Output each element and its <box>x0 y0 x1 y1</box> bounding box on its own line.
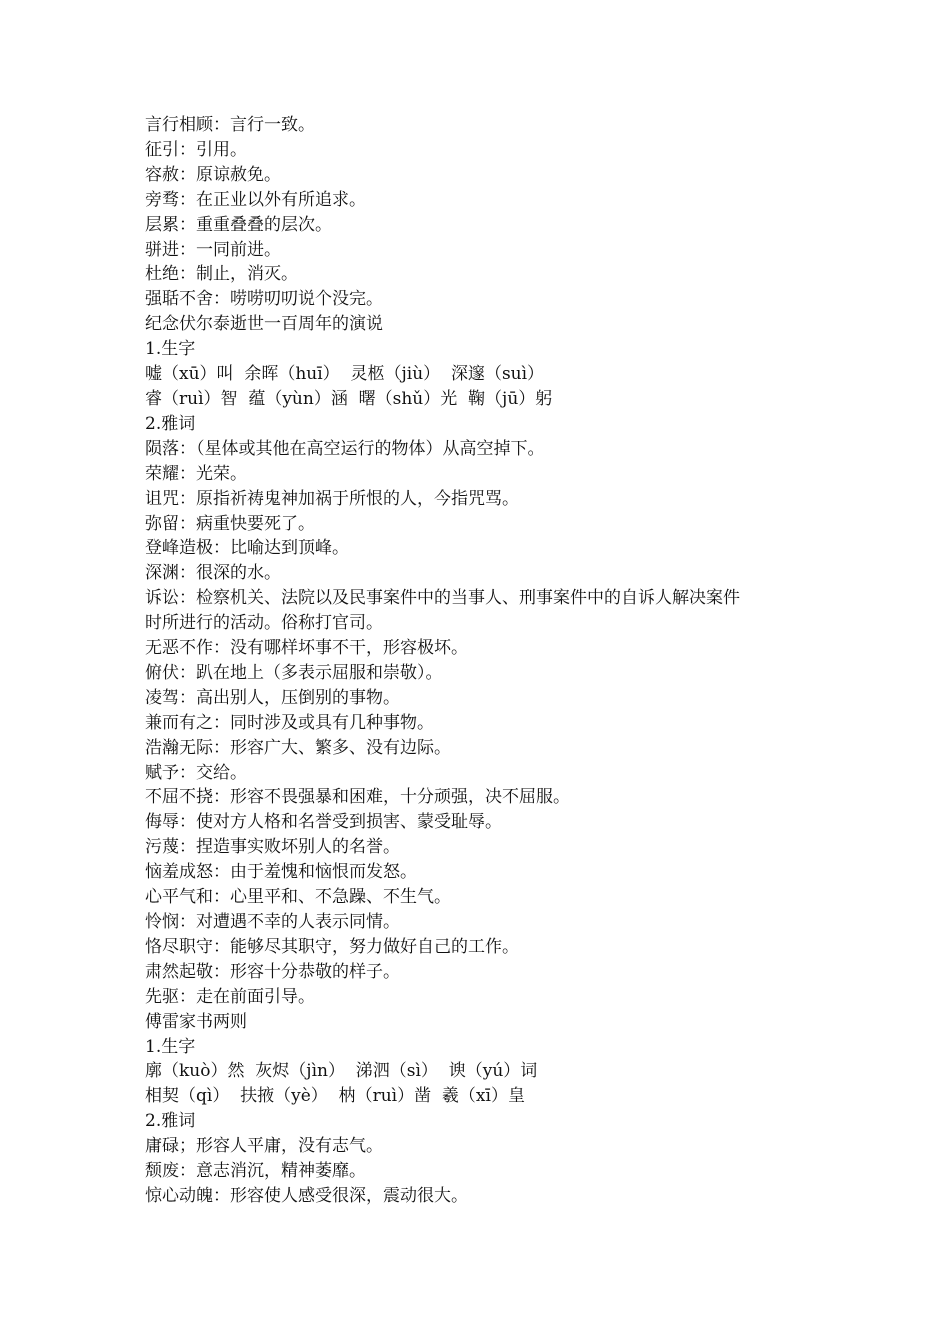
text-line: 深渊：很深的水。 <box>145 563 281 584</box>
text-line: 心平气和：心里平和、不急躁、不生气。 <box>145 887 451 908</box>
text-line: 不屈不挠：形容不畏强暴和困难，十分顽强，决不屈服。 <box>145 787 570 808</box>
text-line: 庸碌；形容人平庸，没有志气。 <box>145 1136 383 1157</box>
text-line: 言行相顾：言行一致。 <box>145 115 315 135</box>
text-line: 侮辱：使对方人格和名誉受到损害、蒙受耻辱。 <box>145 812 502 833</box>
text-line: 嘘（xū）叫 余晖（huī） 灵柩（jiù） 深邃（suì） <box>145 364 545 385</box>
text-line: 旁骛：在正业以外有所追求。 <box>145 189 366 210</box>
text-line: 强聒不舍：唠唠叨叨说个没完。 <box>145 289 383 310</box>
text-line: 骈进：一同前进。 <box>145 239 281 260</box>
text-line: 廓（kuò）然 灰烬（jìn） 涕泗（sì） 谀（yú）词 <box>145 1061 538 1082</box>
text-line: 无恶不作：没有哪样坏事不干，形容极坏。 <box>145 638 468 659</box>
text-line: 赋予：交给。 <box>145 762 247 783</box>
text-line: 怜悯：对遭遇不幸的人表示同情。 <box>145 912 400 932</box>
text-line: 恼羞成怒：由于羞愧和恼恨而发怒。 <box>145 862 417 883</box>
text-line: 浩瀚无际：形容广大、繁多、没有边际。 <box>145 737 451 758</box>
text-line: 征引：引用。 <box>145 139 247 160</box>
text-line: 登峰造极：比喻达到顶峰。 <box>145 538 349 559</box>
text-line: 凌驾：高出别人，压倒别的事物。 <box>145 687 400 708</box>
text-line: 荣耀：光荣。 <box>145 463 247 484</box>
text-line: 肃然起敬：形容十分恭敬的样子。 <box>145 961 400 982</box>
text-line: 俯伏：趴在地上（多表示屈服和崇敬）。 <box>145 662 443 683</box>
text-line: 相契（qì） 扶掖（yè） 枘（ruì）凿 羲（xī）皇 <box>145 1086 525 1107</box>
section-title: 纪念伏尔泰逝世一百周年的演说 <box>145 314 383 335</box>
subsection-heading: 1.生字 <box>145 339 196 360</box>
section-title: 傅雷家书两则 <box>145 1011 247 1032</box>
text-line: 兼而有之：同时涉及或具有几种事物。 <box>145 712 434 733</box>
text-line: 诉讼：检察机关、法院以及民事案件中的当事人、刑事案件中的自诉人解决案件 <box>145 588 740 609</box>
subsection-heading: 1.生字 <box>145 1036 196 1057</box>
text-line: 时所进行的活动。俗称打官司。 <box>145 613 383 634</box>
text-line: 污蔑：捏造事实败坏别人的名誉。 <box>145 837 400 858</box>
text-line: 颓废：意志消沉，精神萎靡。 <box>145 1161 366 1182</box>
text-line: 惊心动魄：形容使人感受很深，震动很大。 <box>145 1185 468 1206</box>
subsection-heading: 2.雅词 <box>145 1111 196 1132</box>
text-line: 层累：重重叠叠的层次。 <box>145 214 332 235</box>
document-body <box>145 113 825 1209</box>
text-line: 弥留：病重快要死了。 <box>145 513 315 534</box>
text-line: 陨落：（星体或其他在高空运行的物体）从高空掉下。 <box>145 438 545 459</box>
subsection-heading: 2.雅词 <box>145 413 196 434</box>
text-line: 容赦：原谅赦免。 <box>145 164 281 185</box>
text-line: 杜绝：制止，消灭。 <box>145 264 298 285</box>
text-line: 诅咒：原指祈祷鬼神加祸于所恨的人，今指咒骂。 <box>145 488 519 509</box>
text-line: 恪尽职守：能够尽其职守，努力做好自己的工作。 <box>145 936 519 957</box>
text-line: 睿（ruì）智 蕴（yùn）涵 曙（shǔ）光 鞠（jū）躬 <box>145 388 553 409</box>
text-line: 先驱：走在前面引导。 <box>145 986 315 1007</box>
